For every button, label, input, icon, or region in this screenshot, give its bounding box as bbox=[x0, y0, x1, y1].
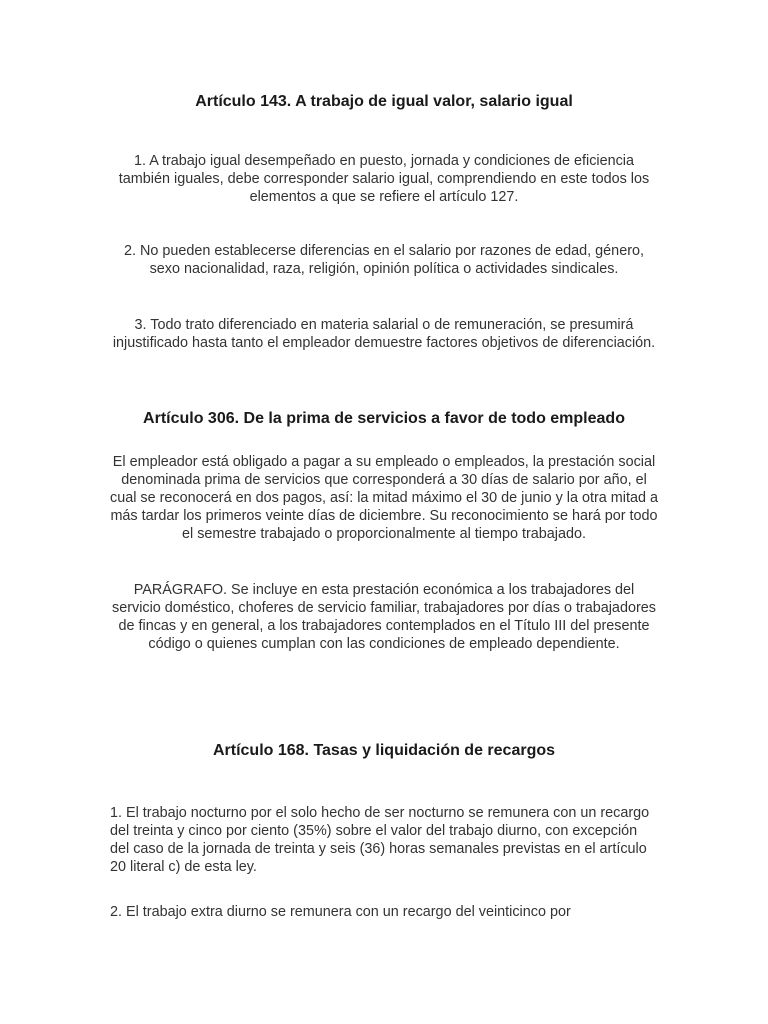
article-168-title: Artículo 168. Tasas y liquidación de recargos bbox=[212, 742, 556, 759]
article-168-paragraph-2: 2. El trabajo extra diurno se remunera con un recargo del veinticinco por bbox=[110, 904, 571, 920]
article-143-paragraph-1: 1. A trabajo igual desempeñado en puesto, jornada y condiciones de eficiencia también iguales, debe corresponder salario igual, comprendiendo en este todos los elementos a que se refiere el artículo 127. bbox=[118, 153, 650, 205]
article-306-paragraph-2: PARÁGRAFO. Se incluye en esta prestación económica a los trabajadores del servicio doméstico, choferes de servicio familiar, trabajadores por días o trabajadores de fincas y en general, a los trabajadores contemplados en el Título III del presente código o quienes cumplan con las condiciones de empleado dependiente. bbox=[112, 582, 656, 652]
article-143-paragraph-2: 2. No pueden establecerse diferencias en el salario por razones de edad, género, sexo nacionalidad, raza, religión, opinión política o actividades sindicales. bbox=[123, 243, 644, 277]
article-306-paragraph-1: El empleador está obligado a pagar a su empleado o empleados, la prestación social denominada prima de servicios que corresponderá a 30 días de salario por año, el cual se reconocerá en dos pagos, así: la mitad máximo el 30 de junio y la otra mitad a más tardar los primeros veinte días de diciembre. Su reconocimiento se hará por todo el semestre trabajado o proporcionalmente al tiempo trabajado. bbox=[110, 454, 658, 542]
article-143-title: Artículo 143. A trabajo de igual valor, salario igual bbox=[195, 93, 573, 110]
article-168-paragraph-1: 1. El trabajo nocturno por el solo hecho de ser nocturno se remunera con un recargo del treinta y cinco por ciento (35%) sobre el valor del trabajo diurno, con excepción del caso de la jornada de treinta y seis (36) horas semanales previstas en el artículo 20 literal c) de esta ley. bbox=[110, 805, 650, 875]
article-306-title: Artículo 306. De la prima de servicios a favor de todo empleado bbox=[143, 410, 625, 427]
article-143-paragraph-3: 3. Todo trato diferenciado en materia salarial o de remuneración, se presumirá injustificado hasta tanto el empleador demuestre factores objetivos de diferenciación. bbox=[112, 317, 656, 351]
